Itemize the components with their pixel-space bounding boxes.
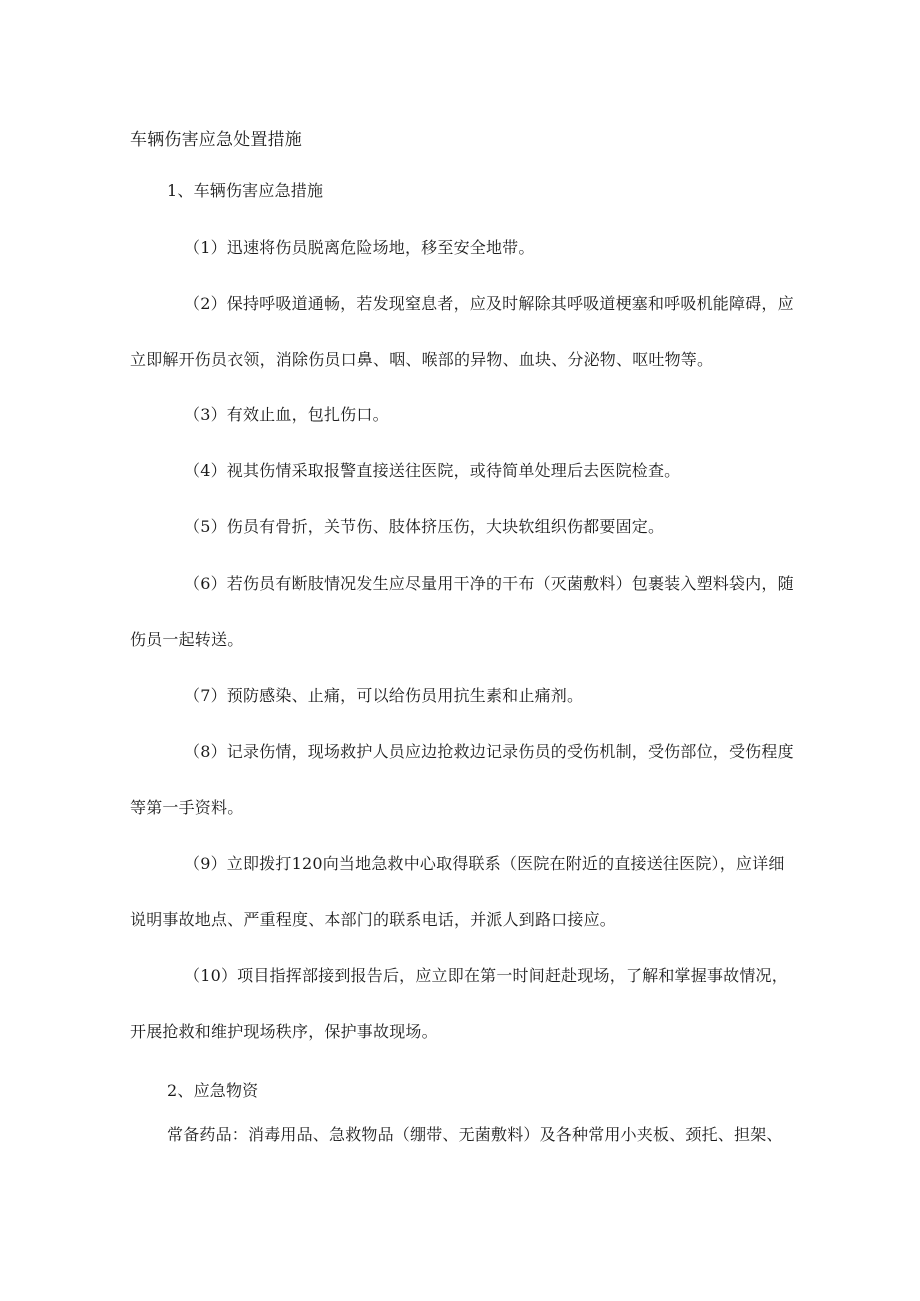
item-8-line2: 等第一手资料。 bbox=[130, 798, 244, 817]
item-9-line1: （9）立即拨打120向当地急救中心取得联系（医院在附近的直接送往医院），应详细 bbox=[184, 854, 785, 873]
item-1: （1）迅速将伤员脱离危险场地，移至安全地带。 bbox=[184, 238, 535, 257]
item-2-line2: 立即解开伤员衣领，消除伤员口鼻、咽、喉部的异物、血块、分泌物、呕吐物等。 bbox=[130, 350, 714, 369]
item-6-line2: 伤员一起转送。 bbox=[130, 630, 244, 649]
item-2-line1: （2）保持呼吸道通畅，若发现窒息者，应及时解除其呼吸道梗塞和呼吸机能障碍，应 bbox=[184, 294, 794, 313]
section2-heading: 2、应急物资 bbox=[167, 1081, 259, 1100]
item-4: （4）视其伤情采取报警直接送往医院，或待简单处理后去医院检查。 bbox=[184, 461, 681, 480]
item-6-line1: （6）若伤员有断肢情况发生应尽量用干净的干布（灭菌敷料）包裹装入塑料袋内，随 bbox=[184, 574, 794, 593]
item-5: （5）伤员有骨折，关节伤、肢体挤压伤，大块软组织伤都要固定。 bbox=[184, 517, 665, 536]
section1-heading: 1、车辆伤害应急措施 bbox=[167, 181, 324, 200]
item-9-line2: 说明事故地点、严重程度、本部门的联系电话，并派人到路口接应。 bbox=[130, 910, 617, 929]
item-8-line1: （8）记录伤情，现场救护人员应边抢救边记录伤员的受伤机制，受伤部位，受伤程度 bbox=[184, 742, 794, 761]
item-3: （3）有效止血，包扎伤口。 bbox=[184, 405, 389, 424]
item-10-line1: （10）项目指挥部接到报告后，应立即在第一时间赶赴现场，了解和掌握事故情况， bbox=[184, 966, 788, 985]
item-7: （7）预防感染、止痛，可以给伤员用抗生素和止痛剂。 bbox=[184, 686, 584, 705]
item-10-line2: 开展抢救和维护现场秩序，保护事故现场。 bbox=[130, 1022, 438, 1041]
section2-text: 常备药品：消毒用品、急救物品（绷带、无菌敷料）及各种常用小夹板、颈托、担架、 bbox=[167, 1125, 783, 1144]
document-title: 车辆伤害应急处置措施 bbox=[130, 130, 302, 150]
